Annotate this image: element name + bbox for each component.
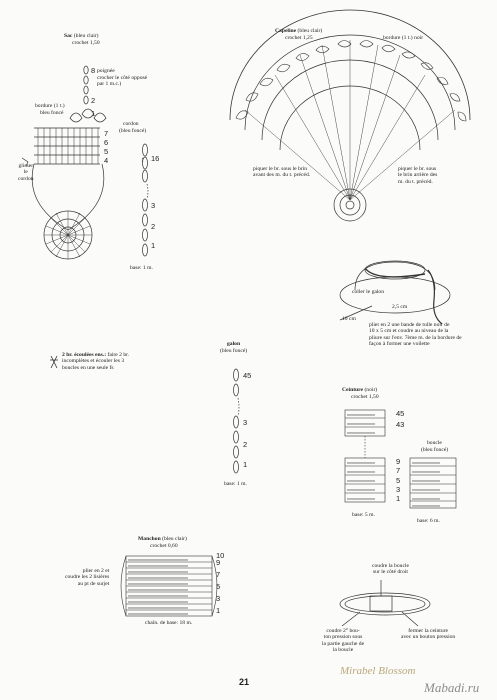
svg-text:xxxxxxxxxxxxxxxxxxxxxxxxxxxxxx: xxxxxxxxxxxxxxxxxxxxxxxxxxxxxx: [128, 599, 188, 604]
voilette-note: plier en 2 une bande de tulle noir de 10 x 5 cm et coudre au niveau de la pliure sur l'env. 7ème m. de la bordure de façon à former une voilette: [369, 322, 462, 348]
galon-row-3: 3: [243, 418, 248, 427]
ceinture-row-3: 3: [396, 485, 401, 494]
svg-text:xxxxxxxxxxxxxx: xxxxxxxxxxxxxx: [347, 478, 375, 483]
cordon-row-2: 2: [151, 222, 156, 231]
cordon-row-16: 16: [151, 154, 160, 163]
cordon-row-3: 3: [151, 201, 156, 210]
svg-text:xxxxxxxxxxxxxx: xxxxxxxxxxxxxx: [347, 496, 375, 501]
manchon-hook: crochet 0,60: [150, 543, 178, 549]
sac-row-7: 7: [104, 129, 109, 138]
svg-text:xxxxxxxxxxxxxx: xxxxxxxxxxxxxx: [347, 487, 375, 492]
svg-text:xxxxxxxxxxxxxx: xxxxxxxxxxxxxx: [347, 469, 375, 474]
manchon-row-3: 3: [216, 594, 221, 603]
galon-diagram: [234, 369, 240, 473]
legend-symbol: [50, 356, 58, 368]
cordon-row-1: 1: [151, 241, 156, 250]
belt-sketch: [340, 580, 430, 626]
coller-galon: coller le galon: [352, 289, 384, 295]
galon-title-note: (bleu foncé): [220, 348, 248, 354]
coudre-boucle: coudre la boucle sur le côté droit: [372, 563, 409, 576]
svg-text:xxxxxxxxxxxxxxxxxxxxxxxxxxxxxx: xxxxxxxxxxxxxxxxxxxxxxxxxxxxxx: [128, 605, 188, 610]
capeline-diagram: [230, 10, 470, 221]
sac-row-5: 5: [104, 147, 109, 156]
cordon-diagram: [142, 144, 148, 256]
sac-row-2: 2: [91, 96, 96, 105]
manchon-plier: plier en 2 et coudre les 2 lisières au pt de surjet: [65, 568, 110, 587]
svg-text:xxxxxxxxxxxxxx: xxxxxxxxxxxxxx: [347, 460, 375, 465]
ceinture-row-43: 43: [396, 420, 405, 429]
legend-2br: 2 br. écoulées ens.: faire 2 br. incomplètes et écouler les 3 boucles en une seule fs: [62, 352, 130, 371]
cordon-title: cordon: [123, 121, 139, 127]
manchon-base: chaîn. de base: 18 m.: [145, 620, 193, 626]
dim-2-5cm: 2,5 cm: [392, 304, 408, 310]
manchon-row-1: 1: [216, 606, 221, 615]
sac-diagram: [22, 66, 109, 259]
capeline-title: Capeline (bleu clair): [275, 28, 323, 34]
ceinture-hook: crochet 1,50: [351, 394, 379, 400]
sac-poignee-note: crocher le côté opposé par 1 m.c.): [97, 75, 148, 88]
galon-row-2: 2: [243, 440, 248, 449]
boucle-title: boucle: [427, 440, 442, 446]
svg-text:xxxxxxxxxxxxxx: xxxxxxxxxxxxxx: [347, 421, 375, 426]
capeline-bordure: bordure (1 t.) noir: [383, 35, 424, 41]
ceinture-row-5: 5: [396, 476, 401, 485]
watermark-site: Mabadi.ru: [424, 680, 480, 695]
svg-text:xxxxxxxxxxxxxxxxxxxxxxxxxxxxxx: xxxxxxxxxxxxxxxxxxxxxxxxxxxxxx: [128, 563, 188, 568]
coudre-bouton: coudre 2° bou- ton pression sous la partie gauche de la boucle: [322, 628, 365, 654]
svg-text:xxxxxxxxxxxxxxxxxxxxxxxxxxxxxx: xxxxxxxxxxxxxxxxxxxxxxxxxxxxxx: [128, 587, 188, 592]
svg-text:xxxxxxxxxxxxxx: xxxxxxxxxxxxxx: [347, 430, 375, 435]
svg-text:xxxxxxxxxxxxxx: xxxxxxxxxxxxxx: [347, 412, 375, 417]
ceinture-row-9: 9: [396, 457, 401, 466]
svg-text:xxxxxxxxxxxxxxxxxxxxxxxxxxxxxx: xxxxxxxxxxxxxxxxxxxxxxxxxxxxxx: [128, 611, 188, 616]
ceinture-row-1: 1: [396, 494, 401, 503]
manchon-row-10: 10: [216, 551, 225, 560]
sac-row-6: 6: [104, 138, 109, 147]
boucle-title-note: (bleu foncé): [421, 447, 449, 453]
sac-hook: crochet 1,50: [72, 40, 100, 46]
sac-row-4: 4: [104, 156, 109, 165]
svg-text:xxxxxxxxxxxxxx: xxxxxxxxxxxxxx: [412, 496, 440, 501]
sac-bordure-color: bleu foncé: [40, 110, 64, 116]
manchon-row-9: 9: [216, 558, 221, 567]
svg-text:xxxxxxxxxxxxxx: xxxxxxxxxxxxxx: [412, 460, 440, 465]
cordon-title-note: (bleu foncé): [119, 128, 147, 134]
galon-base: base: 1 m.: [224, 481, 247, 487]
ceinture-base: base: 5 m.: [352, 512, 375, 518]
ceinture-title: Ceinture (noir): [342, 387, 378, 393]
dim-10cm: 10 cm: [342, 316, 356, 322]
sac-poignee: poignée: [97, 68, 115, 74]
sac-row-8: 8: [91, 66, 96, 75]
cordon-base: base: 1 m.: [130, 265, 153, 271]
svg-text:xxxxxxxxxxxxxxxxxxxxxxxxxxxxxx: xxxxxxxxxxxxxxxxxxxxxxxxxxxxxx: [128, 593, 188, 598]
manchon-title: Manchon (bleu clair): [138, 536, 187, 542]
svg-text:xxxxxxxxxxxxxxxxxxxxxxxxxxxxxx: xxxxxxxxxxxxxxxxxxxxxxxxxxxxxx: [128, 581, 188, 586]
ceinture-row-45: 45: [396, 409, 405, 418]
ceinture-row-7: 7: [396, 466, 401, 475]
svg-text:xxxxxxxxxxxxxx: xxxxxxxxxxxxxx: [412, 469, 440, 474]
galon-row-45: 45: [243, 371, 252, 380]
sac-title: Sac (bleu clair): [64, 33, 99, 39]
galon-row-1: 1: [243, 460, 248, 469]
sac-row-1: 1: [91, 109, 96, 118]
watermark-blossom: Mirabel Blossom: [340, 665, 416, 677]
sac-bordure: bordure (1 t.): [35, 103, 65, 109]
svg-text:xxxxxxxxxxxxxxxxxxxxxxxxxxxxxx: xxxxxxxxxxxxxxxxxxxxxxxxxxxxxx: [128, 575, 188, 580]
manchon-row-7: 7: [216, 570, 221, 579]
svg-text:xxxxxxxxxxxxxxxxxxxxxxxxxxxxxx: xxxxxxxxxxxxxxxxxxxxxxxxxxxxxx: [128, 569, 188, 574]
manchon-row-5: 5: [216, 582, 221, 591]
fermer-ceinture: fermer la ceinture avec un bouton pression: [401, 628, 456, 641]
svg-text:xxxxxxxxxxxxxx: xxxxxxxxxxxxxx: [412, 487, 440, 492]
galon-title: galon: [227, 341, 241, 347]
capeline-piquer-arriere: piquer le br. sous le brin arrière des m. du t. précéd.: [398, 166, 438, 185]
boucle-base: base: 6 m.: [417, 518, 440, 524]
page-number: 21: [239, 677, 250, 687]
capeline-hook: crochet 1,25: [285, 35, 313, 41]
svg-text:xxxxxxxxxxxxxx: xxxxxxxxxxxxxx: [412, 478, 440, 483]
capeline-piquer-avant: piquer le br. sous le brin avant des m. du t. précéd.: [253, 166, 311, 179]
svg-text:xxxxxxxxxxxxxx: xxxxxxxxxxxxxx: [412, 503, 440, 508]
svg-text:xxxxxxxxxxxxxxxxxxxxxxxxxxxxxx: xxxxxxxxxxxxxxxxxxxxxxxxxxxxxx: [128, 557, 188, 562]
sac-glisser: glisser le cordon: [18, 163, 34, 182]
